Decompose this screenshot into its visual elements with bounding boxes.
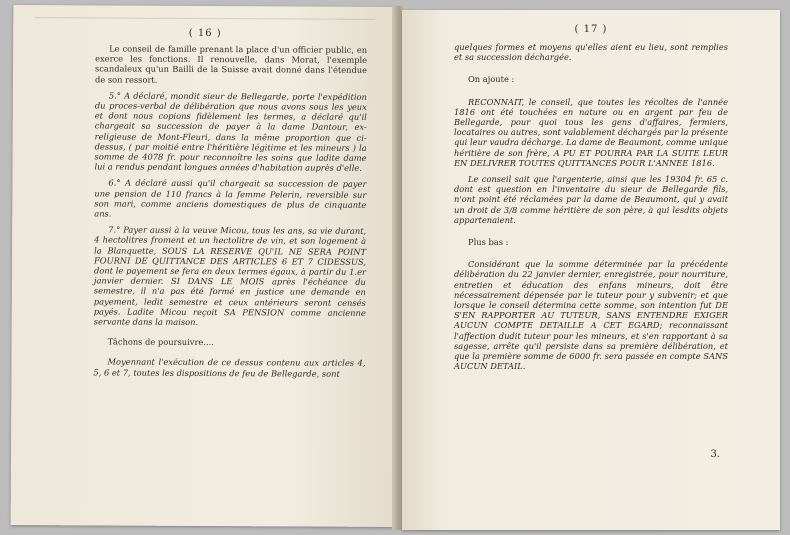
paragraph-3: 6.° A déclaré aussi qu'il chargeait sa succession de payer une pension de 110 francs à la femme Pelerin, reversible sur son mari, comme anciens domestiques de plus de cinquante ans. xyxy=(94,177,367,219)
left-page-text xyxy=(93,43,367,384)
right-page-number: ( 17 ) xyxy=(574,24,608,35)
paragraph-4: Considérant que la somme déterminée par la précédente délibération du 22 janvier dernier, enregistrée, pour nourriture, entretien et éducation des enfans mineurs, doit être nécessairement dépensée par le tuteur pour y subvenir; et que lorsque le conseil détermina cette somme, son intention fut DE S'EN RAPPORTER AU TUTEUR, SANS ENTENDRE EXIGER AUCUN COMPTE DETAILLE A CET EGARD; reconnaissant l'affection dudit tuteur pour les mineurs, et s'en rapportant à sa sagesse, arrête qu'il persiste dans sa première délibération, et que la première somme de 6000 fr. sera passée en compte SANS AUCUN DETAIL. xyxy=(454,259,728,372)
paragraph-1: Le conseil de famille prenant la place d'un officier public, en exerce les fonctions. Il renouvelle, dans Morat, l'exemple scandaleux qu'un Bailli de la Suisse avait donné dans l'étendue de son ressort. xyxy=(94,43,368,85)
left-page-number: ( 16 ) xyxy=(188,27,222,40)
paragraph-3: Le conseil sait que l'argenterie, ainsi que les 19304 fr. 65 c. dont est question en l'inventaire du sieur de Bellegarde fils, n'ont point été réclamées par la dame de Beaumont, qui y avait un droit de 3/8 comme héritière de son père, à qui lesdits objets appartenaient. xyxy=(454,174,728,225)
section-heading-plus-bas: Plus bas : xyxy=(468,237,509,248)
paragraph-2: 5.° A déclaré, mondit sieur de Bellegarde, porte l'expédition du proces-verbal de délibération que nous avons sous les yeux et dont nous copions fidèlement les termes, a déclaré qu'il chargeait sa succession de payer à la dame Dantour, ex-religieuse de Mont-Fleuri, dans la même proportion que ci-dessus, ( par moitié entre l'héritière légitime et les mineurs ) la somme de 4078 fr. pour reconnoître les soins que ladite dame lui a rendus pendant longues années d'habitation auprès d'elle. xyxy=(94,90,367,174)
left-page xyxy=(11,5,398,527)
paragraph-2: RECONNAIT, le conseil, que toutes les récoltes de l'année 1816 ont été touchées en nature ou en argent par feu de Bellegarde, pour quoi tous les gens d'affaires, fermiers, locataires ou autres, sont valablement déchargés par la présente qui leur vaudra décharge. La dame de Beaumont, comme unique héritière de son frère, A PU ET POURRA PAR LA SUITE LEUR EN DELIVRER TOUTES QUITTANCES POUR L'ANNEE 1816. xyxy=(454,96,729,168)
paragraph-4: 7.° Payer aussi à la veuve Micou, tous les ans, sa vie durant, 4 hectolitres froment et un hectolitre de vin, et son logement à la Blanquette, SOUS LA RESERVE QU'IL NE SERA POINT FOURNI DE QUITTANCE DES ARTICLES 6 ET 7 CIDESSUS, dont le payement se fera en deux termes égaux, à partir du 1.er janvier dernier. SI DANS LE MOIS après l'échéance du semestre, il n'a pas été formé en justice une demande en payement, ledit semestre et ceux antérieurs seront censés payés. Ladite Micou reçoit SA PENSION comme ancienne servante dans la maison. xyxy=(93,224,367,328)
right-page-text xyxy=(454,42,728,377)
paragraph-5: Tâchons de poursuivre.... xyxy=(107,336,214,348)
open-book xyxy=(4,6,786,530)
page-edge-line xyxy=(35,17,375,20)
section-heading-on-ajoute: On ajoute : xyxy=(468,74,515,85)
paragraph-6: Moyennant l'exécution de ce dessus contenu aux articles 4, 5, 6 et 7, toutes les dispositions de feu de Bellegarde, sont xyxy=(93,356,366,379)
signature-mark: 3. xyxy=(710,449,720,460)
paragraph-1: quelques formes et moyens qu'elles aient eu lieu, sont remplies et sa succession déchargée. xyxy=(454,42,728,63)
right-page xyxy=(402,10,780,530)
